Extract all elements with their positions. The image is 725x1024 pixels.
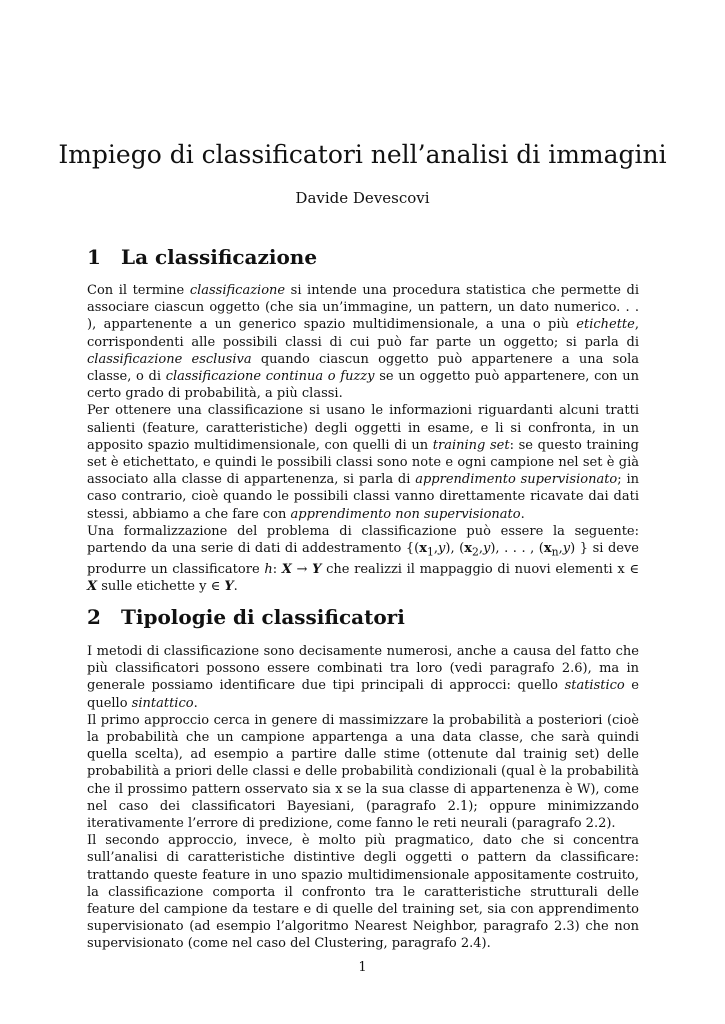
math-symbol: x [543, 541, 552, 557]
text: , corrispondenti alle possibili classi di cui può far parte un oggetto; si parla di [87, 317, 639, 350]
text: e quello [87, 678, 640, 711]
math-symbol: y [438, 541, 446, 557]
text: sulle etichette y ∈ [97, 579, 225, 595]
emphasis: statistico [564, 678, 625, 694]
text: ; in caso contrario, cioè quando le possibili classi vanno direttamente ricavate dai dati stessi, abbiamo a che fare con [87, 472, 639, 522]
text: , [433, 541, 439, 557]
emphasis: classificazione esclusiva [87, 351, 252, 367]
emphasis: classificazione [189, 283, 286, 298]
section-number: 2 [87, 605, 101, 629]
math-symbol: h [264, 561, 273, 577]
text: ), . . . , ( [490, 541, 544, 557]
math-symbol: Y [224, 579, 234, 595]
section-title: La classificazione [121, 245, 318, 269]
paragraph: Il primo approccio cerca in genere di massimizzare la probabilità a posteriori (cioè la probabilità che un campione appartenga a una data classe, che sarà quindi quella scelta), ad esempio a partire dalle stime (ottenute dal trainig set) delle probabilità a priori delle classi e delle probabilità condizionali (qual è la probabilità che il prossimo pattern osservato sia x se la sua classe di appartenenza è W), come nel caso dei classificatori Bayesiani, (paragrafo 2.1); oppure minimizzando iterativamente l’errore di predizione, come fanno le reti neurali (paragrafo 2.2). [87, 712, 639, 832]
section-heading-2 [87, 604, 405, 630]
math-symbol: X [281, 561, 292, 577]
text: , [478, 541, 483, 557]
section-body-1 [87, 282, 639, 595]
page-number: 1 [358, 960, 367, 975]
math-subscript: 1 [426, 545, 434, 559]
text: se un oggetto può appartenere, con un certo grado di probabilità, a più classi. [87, 369, 639, 402]
math-subscript: 2 [471, 545, 479, 559]
text: : se questo training set è etichettato, e quindi le possibili classi sono note e ogni campione nel set è già associato alla classe di appartenenza, si parla di [87, 437, 640, 488]
section-number: 1 [87, 245, 101, 269]
text: . [520, 506, 525, 522]
author-name: Davide Devescovi [295, 189, 430, 207]
text: Una formalizzazione del problema di classificazione può essere la seguente: partendo da una serie di dati di addestramento {( [87, 523, 639, 557]
emphasis: etichette [576, 317, 635, 333]
emphasis: apprendimento non supervisionato [290, 506, 521, 522]
text: . [193, 695, 198, 711]
math-symbol: x [419, 541, 427, 557]
text: , [558, 541, 563, 557]
emphasis: classificazione continua o fuzzy [165, 369, 375, 385]
text: Con il termine [87, 283, 190, 298]
math-symbol: y [562, 541, 571, 557]
paragraph [87, 523, 639, 595]
text: I metodi di classificazione sono decisamente numerosi, anche a causa del fatto che più classificatori possono essere combinati tra loro (vedi paragrafo 2.6), ma in generale possiamo identificare due tipi principali di approcci: quello [87, 644, 639, 694]
section-title: Tipologie di classificatori [121, 605, 405, 629]
math-arrow: → [291, 561, 313, 577]
text: : [272, 561, 282, 577]
math-subscript: n [551, 545, 559, 559]
text: si intende una procedura statistica che permette di associare ciascun oggetto (che sia un’immagine, un pattern, un dato numerico. . . ), appartenente a un generico spazio multidimensionale, a una o più [87, 283, 640, 333]
text: ), ( [445, 541, 465, 557]
text: ) } si deve produrre un classificatore [87, 541, 639, 577]
paragraph [87, 282, 639, 402]
text: quando ciascun oggetto può appartenere a una sola classe, o di [87, 351, 639, 385]
text: che realizzi il mappaggio di nuovi elementi x ∈ [321, 561, 640, 577]
text: . [233, 579, 238, 595]
emphasis: apprendimento supervisionato [415, 472, 618, 488]
math-symbol: x [464, 541, 472, 557]
paragraph: Il secondo approccio, invece, è molto più pragmatico, dato che si concentra sull’analisi di caratteristiche distintive degli oggetti o pattern da classificare: trattando queste feature in uno spazio multidimensionale appositamente costruito, la classificazione comporta il confronto tra le caratteristiche strutturali delle feature del campione da testare e di quelle del training set, sia con apprendimento supervisionato (ad esempio l’algoritmo Nearest Neighbor, paragrafo 2.3) che non supervisionato (come nel caso del Clustering, paragrafo 2.4). [87, 833, 639, 952]
section-body-2 [87, 643, 639, 953]
emphasis: sintattico [131, 695, 194, 711]
text: Per ottenere una classificazione si usano le informazioni riguardanti alcuni tratti salienti (feature, caratteristiche) degli oggetti in esame, e li si confronta, in un apposito spazio multidimensionale, con quelli di un [87, 403, 639, 453]
math-symbol: Y [312, 561, 322, 577]
math-symbol: y [483, 541, 491, 557]
math-symbol: X [87, 579, 98, 595]
paragraph [87, 643, 639, 712]
section-heading-1 [87, 244, 317, 270]
emphasis: training set [432, 437, 510, 453]
document-title: Impiego di classificatori nell’analisi di immagini [58, 140, 667, 169]
paragraph [87, 402, 639, 522]
